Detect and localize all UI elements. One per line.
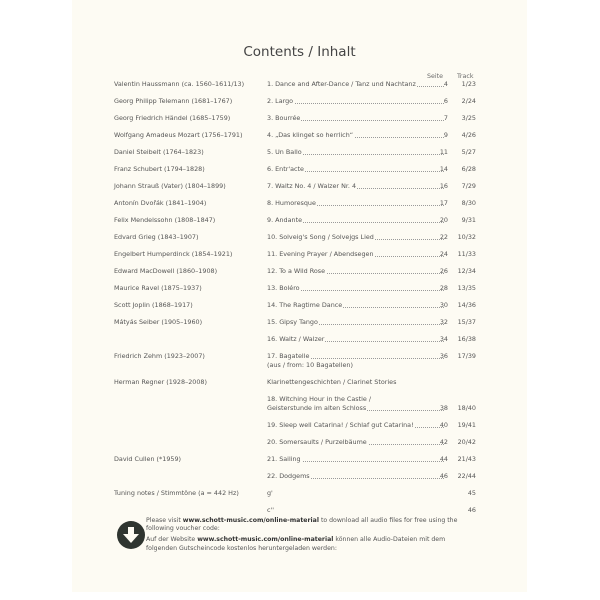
track-number: 16/38	[457, 335, 476, 343]
page-number: 14	[439, 165, 448, 173]
piece-title: Geisterstunde im alten Schloss	[267, 404, 444, 412]
composer: Edvard Grieg (1843–1907)	[114, 233, 199, 241]
composer: Franz Schubert (1794–1828)	[114, 165, 205, 173]
piece-title: 3. Bourrée	[267, 114, 444, 122]
piece-title: 7. Waltz No. 4 / Walzer Nr. 4	[267, 182, 444, 190]
piece-title: 13. Boléro	[267, 284, 444, 292]
composer: Scott Joplin (1868–1917)	[114, 301, 193, 309]
page-number: 17	[439, 199, 448, 207]
column-header-page: Seite	[427, 73, 443, 80]
tuning-note: g'	[267, 489, 273, 497]
composer: Johann Strauß (Vater) (1804–1899)	[114, 182, 226, 190]
piece-title: 11. Evening Prayer / Abendsegen	[267, 250, 444, 258]
page-number: 32	[439, 318, 448, 326]
piece-title: 2. Largo	[267, 97, 444, 105]
page-number: 42	[439, 438, 448, 446]
piece-title: 17. Bagatelle	[267, 352, 444, 360]
piece-title: 5. Un Ballo	[267, 148, 444, 156]
piece-title: 10. Solveig's Song / Solvejgs Lied	[267, 233, 444, 241]
collection-title: Klarinettengeschichten / Clarinet Stories	[267, 378, 397, 386]
piece-title: 4. „Das klinget so herrlich“	[267, 131, 444, 139]
piece-title: 16. Waltz / Walzer	[267, 335, 444, 343]
piece-title: 20. Somersaults / Purzelbäume	[267, 438, 444, 446]
piece-title: 22. Dodgems	[267, 472, 444, 480]
page-number: 7	[443, 114, 448, 122]
track-number: 2/24	[461, 97, 476, 105]
document-page	[72, 0, 527, 592]
piece-title: 1. Dance and After-Dance / Tanz und Nachtanz	[267, 80, 444, 88]
piece-title: 9. Andante	[267, 216, 444, 224]
piece-title: 19. Sleep well Catarina! / Schlaf gut Catarina!	[267, 421, 444, 429]
page-number: 46	[439, 472, 448, 480]
composer: Edward MacDowell (1860–1908)	[114, 267, 218, 275]
page-number: 4	[443, 80, 448, 88]
track-number: 3/25	[461, 114, 476, 122]
composer: Engelbert Humperdinck (1854–1921)	[114, 250, 233, 258]
piece-title: 12. To a Wild Rose	[267, 267, 444, 275]
page-number: 38	[439, 404, 448, 412]
composer: Georg Friedrich Händel (1685–1759)	[114, 114, 231, 122]
page-number: 34	[439, 335, 448, 343]
track-number: 22/44	[457, 472, 476, 480]
composer: Mátyás Seiber (1905–1960)	[114, 318, 203, 326]
track-number: 4/26	[461, 131, 476, 139]
download-notice	[146, 517, 476, 556]
track-number: 13/35	[457, 284, 476, 292]
track-number: 20/42	[457, 438, 476, 446]
page-number: 26	[439, 267, 448, 275]
composer: Daniel Steibelt (1764–1823)	[114, 148, 204, 156]
track-number: 17/39	[457, 352, 476, 360]
composer: Tuning notes / Stimmtöne (a = 442 Hz)	[114, 489, 239, 497]
page-number: 24	[439, 250, 448, 258]
composer: Valentin Haussmann (ca. 1560–1611/13)	[114, 80, 245, 88]
tuning-note: c''	[267, 506, 275, 514]
page-number: 30	[439, 301, 448, 309]
track-number: 9/31	[461, 216, 476, 224]
track-number: 5/27	[461, 148, 476, 156]
download-link[interactable]: www.schott-music.com/online-material	[182, 517, 319, 524]
composer: Antonín Dvořák (1841–1904)	[114, 199, 207, 207]
composer: Felix Mendelssohn (1808–1847)	[114, 216, 216, 224]
page-number: 6	[443, 97, 448, 105]
track-number: 6/28	[461, 165, 476, 173]
piece-title: 8. Humoresque	[267, 199, 444, 207]
page-number: 9	[443, 131, 448, 139]
track-number: 8/30	[461, 199, 476, 207]
composer: Wolfgang Amadeus Mozart (1756–1791)	[114, 131, 243, 139]
composer: Georg Philipp Telemann (1681–1767)	[114, 97, 233, 105]
piece-title-line1: 18. Witching Hour in the Castle /	[267, 395, 372, 403]
track-number: 10/32	[457, 233, 476, 241]
track-number: 7/29	[461, 182, 476, 190]
piece-title: 6. Entr'acte	[267, 165, 444, 173]
track-number: 12/34	[457, 267, 476, 275]
track-number: 11/33	[457, 250, 476, 258]
track-number: 19/41	[457, 421, 476, 429]
track-number: 46	[467, 506, 476, 514]
page-number: 22	[439, 233, 448, 241]
download-icon	[117, 521, 145, 549]
page-number: 20	[439, 216, 448, 224]
page-number: 44	[439, 455, 448, 463]
page-number: 28	[439, 284, 448, 292]
composer: Maurice Ravel (1875–1937)	[114, 284, 202, 292]
piece-title: 21. Sailing	[267, 455, 444, 463]
track-number: 45	[467, 489, 476, 497]
piece-subtitle: (aus / from: 10 Bagatellen)	[267, 361, 353, 369]
piece-title: 15. Gipsy Tango	[267, 318, 444, 326]
track-number: 1/23	[461, 80, 476, 88]
track-number: 18/40	[457, 404, 476, 412]
page-number: 11	[439, 148, 448, 156]
track-number: 21/43	[457, 455, 476, 463]
page-number: 16	[439, 182, 448, 190]
composer: David Cullen (*1959)	[114, 455, 182, 463]
notice-english: Please visit www.schott-music.com/online-material to download all audio files for free using the following voucher code:	[146, 517, 458, 533]
page-number: 40	[439, 421, 448, 429]
page-title: Contents / Inhalt	[243, 44, 356, 60]
composer: Herman Regner (1928–2008)	[114, 378, 207, 386]
piece-title: 14. The Ragtime Dance	[267, 301, 444, 309]
column-header-track: Track	[457, 73, 474, 80]
notice-german: Auf der Website www.schott-music.com/online-material können alle Audio-Dateien mit dem folgenden Gutscheincode kostenlos heruntergeladen werden:	[146, 536, 446, 552]
page-number: 36	[439, 352, 448, 360]
track-number: 14/36	[457, 301, 476, 309]
composer: Friedrich Zehm (1923–2007)	[114, 352, 205, 360]
download-link-de[interactable]: www.schott-music.com/online-material	[197, 536, 334, 544]
track-number: 15/37	[457, 318, 476, 326]
